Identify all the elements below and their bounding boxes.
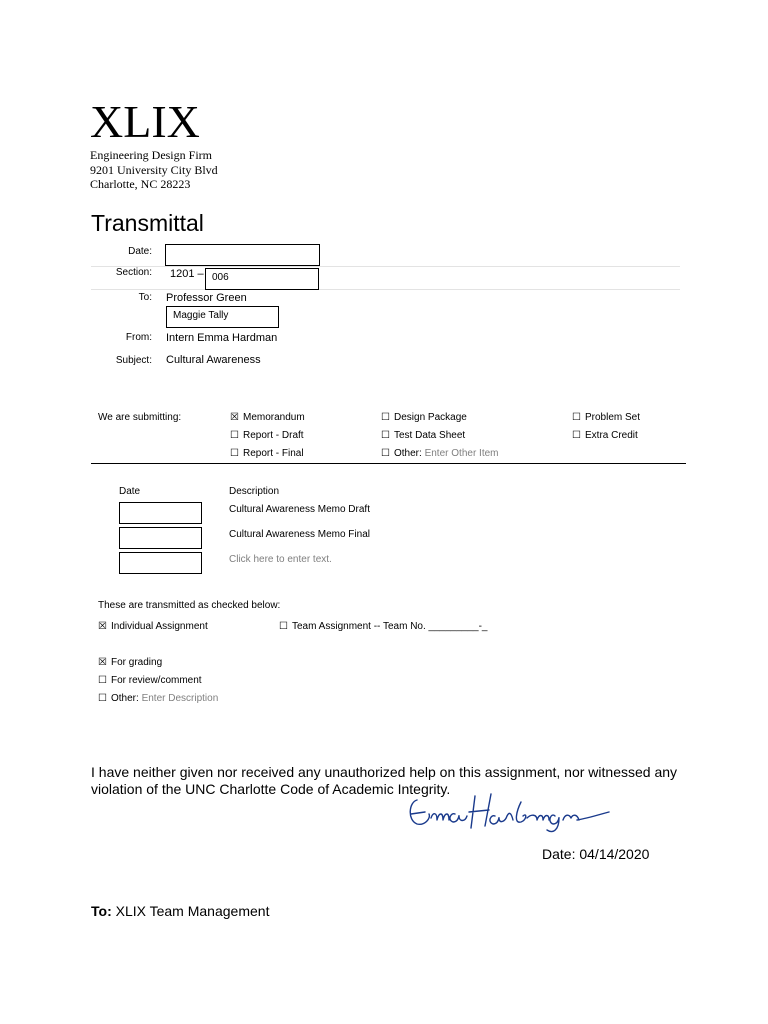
checkbox-icon: ☐	[381, 430, 390, 441]
option-label: For grading	[111, 657, 163, 668]
ta-field[interactable]	[166, 306, 279, 328]
checkbox-icon: ☐	[572, 430, 581, 441]
checkbox-memorandum[interactable]	[230, 412, 305, 423]
firm-name: Engineering Design Firm	[90, 148, 212, 162]
checkbox-for-review[interactable]	[98, 675, 202, 686]
date-field[interactable]	[165, 244, 320, 266]
checkbox-individual-assignment[interactable]	[98, 621, 208, 632]
checkbox-other-purpose[interactable]	[98, 693, 218, 704]
address-line-2: Charlotte, NC 28223	[90, 177, 191, 191]
transmitted-heading: These are transmitted as checked below:	[98, 600, 281, 611]
checkbox-icon: ☐	[381, 412, 390, 423]
integrity-statement: I have neither given nor received any unauthorized help on this assignment, nor witnessed any violation of the UNC Charlotte Code of Academic Integrity.	[91, 764, 678, 797]
option-label: For review/comment	[111, 675, 202, 686]
address-line-1: 9201 University City Blvd	[90, 162, 218, 177]
option-label: Report - Draft	[243, 430, 304, 441]
company-logo: XLIX	[90, 96, 200, 147]
checkbox-design-package[interactable]	[381, 412, 467, 423]
checkbox-report-final[interactable]	[230, 448, 304, 459]
checkbox-icon: ☐	[381, 448, 390, 459]
field-divider	[91, 289, 680, 290]
submitting-label: We are submitting:	[98, 412, 182, 423]
option-label: Extra Credit	[585, 430, 638, 441]
checkbox-icon: ☒	[98, 621, 107, 632]
checkbox-icon: ☐	[230, 430, 239, 441]
section-field-value: 006	[212, 272, 229, 283]
checkbox-extra-credit[interactable]	[572, 430, 638, 441]
option-label: Team Assignment -- Team No. _________-_	[292, 621, 488, 632]
checkbox-icon: ☐	[230, 448, 239, 459]
option-label: Problem Set	[585, 412, 641, 423]
option-label: Other:	[111, 693, 139, 704]
item-description: Cultural Awareness Memo Final	[229, 529, 370, 540]
option-label: Test Data Sheet	[394, 430, 466, 441]
section-label: Section:	[115, 267, 152, 278]
other-description-input[interactable]: Enter Description	[141, 693, 219, 704]
option-label: Design Package	[394, 412, 467, 423]
checkbox-icon: ☒	[230, 412, 239, 423]
checkbox-icon: ☒	[98, 657, 107, 668]
to-label: To:	[138, 292, 152, 303]
signature	[403, 790, 613, 836]
checkbox-team-assignment[interactable]	[279, 621, 487, 632]
firm-address	[90, 148, 218, 192]
item-date-field[interactable]	[119, 502, 202, 524]
option-label: Report - Final	[243, 448, 304, 459]
item-description: Cultural Awareness Memo Draft	[229, 504, 370, 515]
other-item-input[interactable]: Enter Other Item	[424, 448, 499, 459]
item-date-field[interactable]	[119, 527, 202, 549]
signature-date: Date: 04/14/2020	[542, 846, 650, 862]
subject-value: Cultural Awareness	[166, 354, 261, 366]
item-description-input[interactable]: Click here to enter text.	[229, 554, 332, 565]
item-date-field[interactable]	[119, 552, 202, 574]
option-label: Individual Assignment	[111, 621, 208, 632]
section-prefix: 1201 –	[170, 268, 204, 280]
checkbox-icon: ☐	[98, 693, 107, 704]
subject-label: Subject:	[115, 355, 152, 366]
field-divider	[91, 266, 680, 267]
date-label: Date:	[128, 246, 152, 257]
ta-field-value: Maggie Tally	[173, 310, 229, 321]
recipient-line	[91, 903, 269, 919]
checkbox-test-data-sheet[interactable]	[381, 430, 465, 441]
checkbox-icon: ☐	[279, 621, 288, 632]
description-column-header: Description	[229, 486, 280, 497]
checkbox-problem-set[interactable]	[572, 412, 640, 423]
checkbox-for-grading[interactable]	[98, 657, 162, 668]
checkbox-icon: ☐	[572, 412, 581, 423]
checkbox-other[interactable]	[381, 448, 499, 459]
to-value: Professor Green	[166, 292, 247, 304]
page-title: Transmittal	[91, 210, 204, 236]
option-label: Memorandum	[243, 412, 305, 423]
option-label: Other:	[394, 448, 422, 459]
from-label: From:	[125, 332, 152, 343]
checkbox-icon: ☐	[98, 675, 107, 686]
recipient-label: To:	[91, 903, 112, 919]
checkbox-report-draft[interactable]	[230, 430, 304, 441]
section-divider	[91, 463, 686, 464]
date-column-header: Date	[119, 486, 141, 497]
section-field[interactable]	[205, 268, 319, 290]
recipient-value: XLIX Team Management	[111, 903, 270, 919]
from-value: Intern Emma Hardman	[166, 332, 278, 344]
